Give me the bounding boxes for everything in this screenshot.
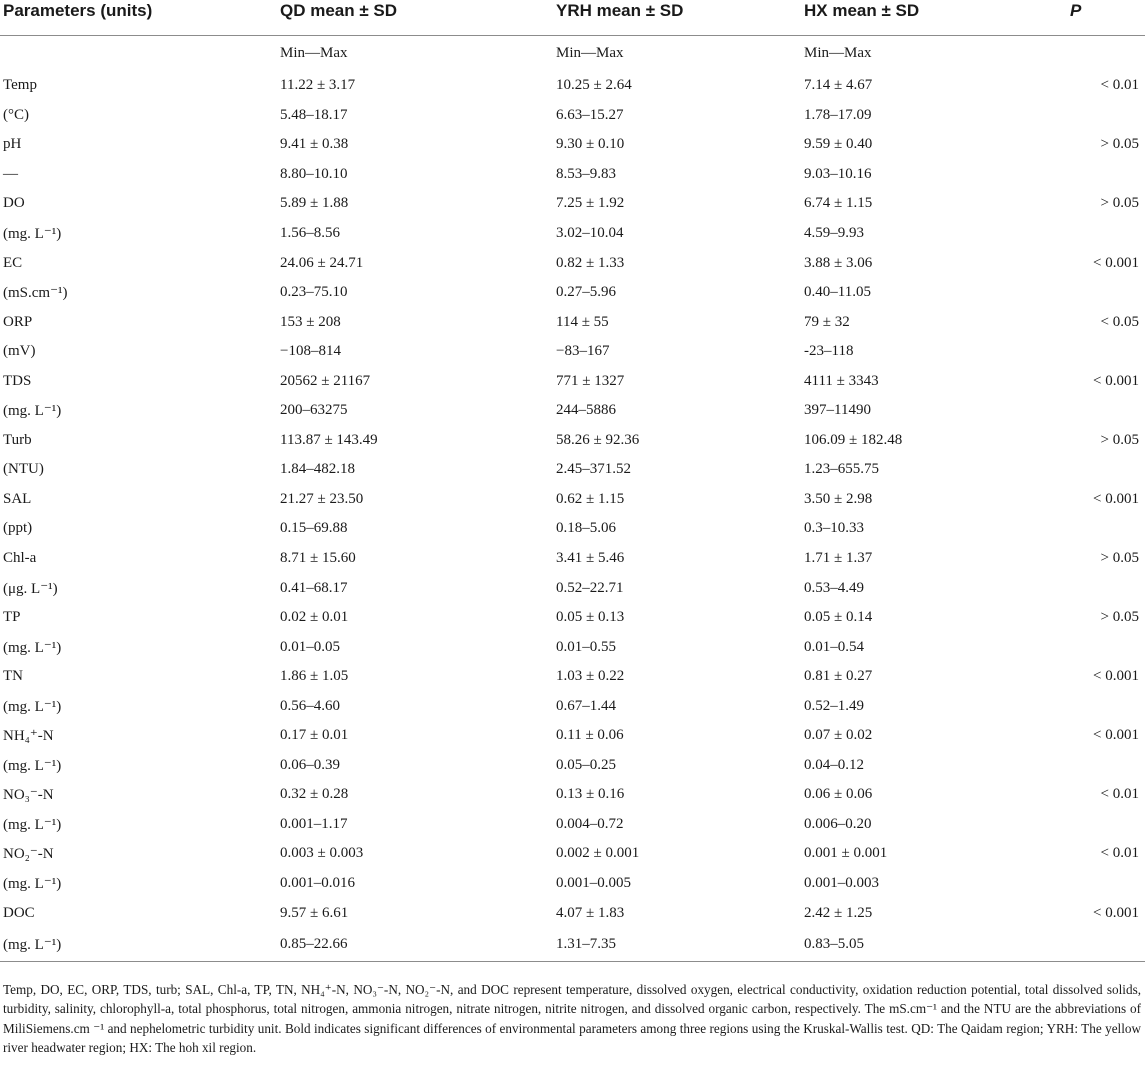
yrh-min-max: −83–167 [556, 343, 610, 360]
yrh-mean-sd: 0.05 ± 0.13 [556, 609, 625, 626]
qd-min-max: −108–814 [280, 343, 341, 360]
minmax-label [0, 36, 280, 72]
qd-mean-sd: 0.02 ± 0.01 [280, 609, 349, 626]
table-row [0, 337, 1145, 367]
hx-mean-sd: 0.07 ± 0.02 [804, 727, 873, 744]
yrh-min-max: 6.63–15.27 [556, 106, 624, 123]
table-row [0, 219, 1145, 249]
yrh-mean-sd: 0.11 ± 0.06 [556, 727, 624, 744]
yrh-min-max: 1.31–7.35 [556, 935, 616, 952]
minmax-qd: Min—Max [280, 45, 348, 61]
hx-min-max: 0.001–0.003 [804, 875, 879, 892]
qd-min-max: 0.85–22.66 [280, 935, 348, 952]
hx-mean-sd: 4111 ± 3343 [804, 372, 879, 389]
p-value: > 0.05 [1100, 609, 1139, 626]
parameter-name: Turb [3, 431, 32, 448]
parameter-unit: (mg. L⁻¹) [3, 639, 62, 656]
p-value: < 0.001 [1093, 490, 1139, 507]
yrh-min-max: 0.52–22.71 [556, 579, 624, 596]
parameter-name: NO₃⁻-N [3, 787, 54, 804]
empty-cell [1066, 455, 1145, 485]
hx-mean-sd: 0.001 ± 0.001 [804, 845, 888, 862]
hx-mean-sd: 0.05 ± 0.14 [804, 609, 873, 626]
qd-mean-sd: 24.06 ± 24.71 [280, 254, 364, 271]
hx-min-max: 0.52–1.49 [804, 697, 864, 714]
hx-min-max: 0.40–11.05 [804, 284, 871, 301]
p-value: > 0.05 [1100, 550, 1139, 567]
parameter-name: TDS [3, 372, 32, 389]
qd-mean-sd: 0.32 ± 0.28 [280, 786, 349, 803]
yrh-mean-sd: 4.07 ± 1.83 [556, 904, 625, 921]
qd-mean-sd: 20562 ± 21167 [280, 372, 371, 389]
yrh-min-max: 0.05–0.25 [556, 756, 616, 773]
empty-cell [1066, 869, 1145, 899]
qd-min-max: 200–63275 [280, 402, 348, 419]
yrh-mean-sd: 1.03 ± 0.22 [556, 668, 625, 685]
parameter-name: EC [3, 254, 23, 271]
parameter-unit: (NTU) [3, 461, 44, 478]
table-row [0, 810, 1145, 840]
hx-mean-sd: 2.42 ± 1.25 [804, 904, 873, 921]
empty-cell [1066, 928, 1145, 962]
parameter-name: NH₄⁺-N [3, 728, 54, 745]
qd-min-max: 0.001–0.016 [280, 875, 355, 892]
p-value: < 0.01 [1100, 786, 1139, 803]
qd-mean-sd: 1.86 ± 1.05 [280, 668, 349, 685]
qd-min-max: 0.01–0.05 [280, 638, 340, 655]
table-row [0, 573, 1145, 603]
table-row [0, 71, 1145, 101]
p-value: > 0.05 [1100, 431, 1139, 448]
empty-cell [1066, 396, 1145, 426]
header-parameters: Parameters (units) [3, 1, 153, 20]
parameter-unit: (mV) [3, 343, 36, 360]
table-row [0, 396, 1145, 426]
table-row [0, 101, 1145, 131]
hx-mean-sd: 0.81 ± 0.27 [804, 668, 873, 685]
table-row [0, 307, 1145, 337]
p-value: < 0.01 [1100, 845, 1139, 862]
parameter-name: Chl-a [3, 550, 37, 567]
qd-mean-sd: 11.22 ± 3.17 [280, 77, 356, 94]
yrh-mean-sd: 0.13 ± 0.16 [556, 786, 625, 803]
yrh-mean-sd: 3.41 ± 5.46 [556, 550, 625, 567]
qd-min-max: 0.001–1.17 [280, 815, 348, 832]
hx-mean-sd: 7.14 ± 4.67 [804, 77, 873, 94]
empty-cell [1066, 810, 1145, 840]
hx-mean-sd: 0.06 ± 0.06 [804, 786, 873, 803]
qd-mean-sd: 153 ± 208 [280, 313, 341, 330]
hx-mean-sd: 106.09 ± 182.48 [804, 431, 903, 448]
hx-min-max: 0.006–0.20 [804, 815, 872, 832]
yrh-mean-sd: 0.82 ± 1.33 [556, 254, 625, 271]
hx-mean-sd: 3.50 ± 2.98 [804, 490, 873, 507]
minmax-row [0, 36, 1145, 72]
qd-mean-sd: 9.57 ± 6.61 [280, 904, 349, 921]
p-value: < 0.01 [1100, 77, 1139, 94]
qd-min-max: 0.15–69.88 [280, 520, 348, 537]
hx-mean-sd: 9.59 ± 0.40 [804, 136, 873, 153]
empty-cell [1066, 691, 1145, 721]
table-row [0, 839, 1145, 869]
qd-mean-sd: 0.003 ± 0.003 [280, 845, 364, 862]
table-row [0, 869, 1145, 899]
yrh-min-max: 3.02–10.04 [556, 225, 624, 241]
hx-min-max: 0.04–0.12 [804, 756, 864, 773]
empty-cell [1066, 632, 1145, 662]
parameter-name: DO [3, 195, 25, 212]
empty-cell [1066, 219, 1145, 249]
p-value: < 0.001 [1093, 668, 1139, 685]
hx-min-max: 397–11490 [804, 402, 871, 419]
qd-mean-sd: 113.87 ± 143.49 [280, 431, 378, 448]
empty-cell [1066, 514, 1145, 544]
yrh-min-max: 0.27–5.96 [556, 284, 616, 301]
table-row [0, 189, 1145, 219]
yrh-min-max: 244–5886 [556, 402, 616, 419]
hx-min-max: 0.3–10.33 [804, 520, 864, 537]
qd-min-max: 0.06–0.39 [280, 756, 340, 773]
hx-mean-sd: 79 ± 32 [804, 313, 850, 330]
yrh-min-max: 2.45–371.52 [556, 461, 631, 478]
table-row [0, 691, 1145, 721]
qd-min-max: 0.56–4.60 [280, 697, 340, 714]
table-row [0, 278, 1145, 308]
parameter-unit: (mg. L⁻¹) [3, 876, 62, 893]
yrh-min-max: 0.67–1.44 [556, 697, 616, 714]
parameter-name: pH [3, 136, 22, 153]
p-value: > 0.05 [1100, 195, 1139, 212]
yrh-min-max: 0.001–0.005 [556, 875, 631, 892]
table-row [0, 898, 1145, 928]
parameter-unit: (mS.cm⁻¹) [3, 285, 68, 302]
hx-min-max: 1.23–655.75 [804, 461, 879, 478]
yrh-min-max: 8.53–9.83 [556, 165, 616, 182]
header-row [0, 0, 1145, 36]
parameter-unit: (mg. L⁻¹) [3, 936, 62, 953]
hx-min-max: 0.01–0.54 [804, 638, 864, 655]
parameter-name: Temp [3, 77, 37, 94]
qd-mean-sd: 21.27 ± 23.50 [280, 490, 364, 507]
hx-min-max: 9.03–10.16 [804, 165, 872, 182]
hx-min-max: 1.78–17.09 [804, 106, 872, 123]
p-value: < 0.001 [1093, 904, 1139, 921]
table-row [0, 928, 1145, 962]
qd-mean-sd: 5.89 ± 1.88 [280, 195, 349, 212]
table-row [0, 751, 1145, 781]
yrh-mean-sd: 58.26 ± 92.36 [556, 431, 640, 448]
header-p: P [1070, 1, 1082, 20]
qd-min-max: 1.84–482.18 [280, 461, 355, 478]
parameter-unit: (ppt) [3, 520, 33, 537]
hx-mean-sd: 1.71 ± 1.37 [804, 550, 873, 567]
parameter-unit: (mg. L⁻¹) [3, 816, 62, 833]
qd-mean-sd: 0.17 ± 0.01 [280, 727, 349, 744]
parameter-unit: (mg. L⁻¹) [3, 757, 62, 774]
qd-min-max: 0.41–68.17 [280, 579, 348, 596]
table-body [0, 36, 1145, 962]
parameter-unit: (μg. L⁻¹) [3, 580, 58, 597]
empty-cell [1066, 160, 1145, 190]
table-row [0, 603, 1145, 633]
yrh-mean-sd: 0.002 ± 0.001 [556, 845, 640, 862]
hx-min-max: 0.53–4.49 [804, 579, 864, 596]
yrh-mean-sd: 9.30 ± 0.10 [556, 136, 625, 153]
qd-mean-sd: 9.41 ± 0.38 [280, 136, 349, 153]
p-value: < 0.05 [1100, 313, 1139, 330]
empty-cell [1066, 751, 1145, 781]
qd-min-max: 0.23–75.10 [280, 284, 348, 301]
yrh-mean-sd: 7.25 ± 1.92 [556, 195, 625, 212]
parameter-name: TP [3, 609, 21, 626]
table-row [0, 160, 1145, 190]
table-row [0, 455, 1145, 485]
yrh-mean-sd: 771 ± 1327 [556, 372, 625, 389]
empty-cell [1066, 573, 1145, 603]
parameter-name: ORP [3, 313, 33, 330]
p-value: < 0.001 [1093, 372, 1139, 389]
hx-mean-sd: 6.74 ± 1.15 [804, 195, 873, 212]
hx-min-max: -23–118 [804, 343, 854, 360]
header-hx: HX mean ± SD [804, 1, 920, 20]
parameter-name: DOC [3, 904, 35, 921]
qd-min-max: 1.56–8.56 [280, 225, 340, 241]
table-row [0, 485, 1145, 515]
minmax-hx: Min—Max [804, 45, 872, 61]
yrh-min-max: 0.004–0.72 [556, 815, 624, 832]
minmax-yrh: Min—Max [556, 45, 624, 61]
parameter-unit: (mg. L⁻¹) [3, 403, 62, 420]
yrh-mean-sd: 114 ± 55 [556, 313, 609, 330]
qd-min-max: 8.80–10.10 [280, 165, 348, 182]
table-footnote: Temp, DO, EC, ORP, TDS, turb; SAL, Chl-a, TP, TN, NH₄⁺-N, NO₃⁻-N, NO₂⁻-N, and DOC represent temperature, dissolved oxygen, electrical conductivity, oxidation reduction potential, total dissolved solids, turbidity, salinity, chlorophyll-a, total phosphorus, total nitrogen, ammonia nitrogen, nitrate nitrogen, nitrite nitrogen, and dissolved organic carbon, respectively. The mS.cm⁻¹ and the NTU are the abbreviations of MiliSiemens.cm ⁻¹ and nephelometric turbidity unit. Bold indicates significant differences of environmental parameters among three regions using the Kruskal-Wallis test. QD: The Qaidam region; YRH: The yellow river headwater region; HX: The hoh xil region. [3, 982, 1141, 1056]
yrh-mean-sd: 0.62 ± 1.15 [556, 490, 625, 507]
yrh-mean-sd: 10.25 ± 2.64 [556, 77, 632, 94]
minmax-p [1066, 36, 1145, 72]
table-row [0, 514, 1145, 544]
qd-mean-sd: 8.71 ± 15.60 [280, 550, 356, 567]
parameter-name: NO₂⁻-N [3, 846, 54, 863]
table-row [0, 248, 1145, 278]
table-row [0, 632, 1145, 662]
hx-min-max: 4.59–9.93 [804, 225, 864, 241]
header-qd: QD mean ± SD [280, 1, 398, 20]
table-row [0, 721, 1145, 751]
table-row [0, 662, 1145, 692]
yrh-min-max: 0.18–5.06 [556, 520, 616, 537]
parameter-unit: (mg. L⁻¹) [3, 226, 62, 242]
hx-min-max: 0.83–5.05 [804, 935, 864, 952]
empty-cell [1066, 101, 1145, 131]
parameter-name: SAL [3, 490, 32, 507]
parameter-unit: — [3, 165, 18, 182]
yrh-min-max: 0.01–0.55 [556, 638, 616, 655]
parameter-unit: (mg. L⁻¹) [3, 698, 62, 715]
table-row [0, 366, 1145, 396]
table-row [0, 130, 1145, 160]
p-value: > 0.05 [1100, 136, 1139, 153]
p-value: < 0.001 [1093, 254, 1139, 271]
parameter-unit: (°C) [3, 106, 29, 123]
p-value: < 0.001 [1093, 727, 1139, 744]
table-row [0, 544, 1145, 574]
hx-mean-sd: 3.88 ± 3.06 [804, 254, 873, 271]
empty-cell [1066, 337, 1145, 367]
table-row [0, 426, 1145, 456]
header-yrh: YRH mean ± SD [556, 1, 684, 20]
empty-cell [1066, 278, 1145, 308]
parameter-name: TN [3, 668, 23, 685]
table-row [0, 780, 1145, 810]
qd-min-max: 5.48–18.17 [280, 106, 348, 123]
table-header [0, 0, 1145, 36]
